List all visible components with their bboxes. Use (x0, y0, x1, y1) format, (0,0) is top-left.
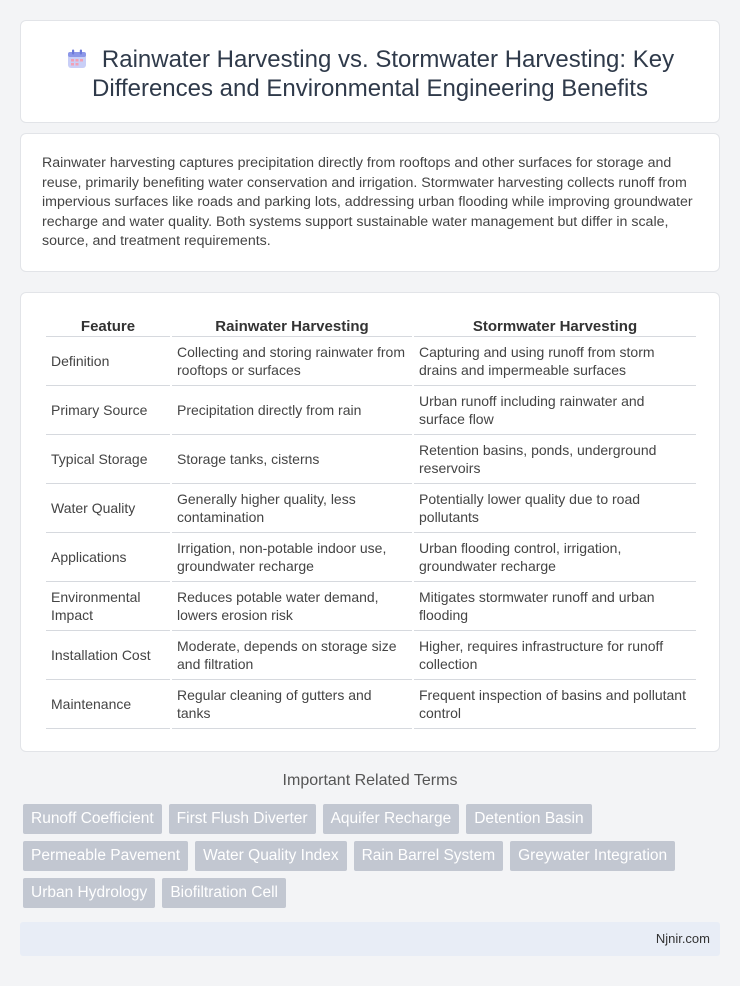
tag-runoff-coefficient[interactable]: Runoff Coefficient (23, 804, 162, 834)
tag-urban-hydrology[interactable]: Urban Hydrology (23, 878, 155, 908)
feature-cell: Definition (46, 337, 170, 386)
tag-biofiltration-cell[interactable]: Biofiltration Cell (162, 878, 286, 908)
stormwater-cell: Mitigates stormwater runoff and urban flooding (414, 582, 696, 631)
rainwater-cell: Reduces potable water demand, lowers erosion risk (172, 582, 412, 631)
page-title (61, 45, 679, 103)
table-header-row (46, 315, 696, 337)
stormwater-cell: Frequent inspection of basins and pollutant control (414, 680, 696, 729)
header-rainwater: Rainwater Harvesting (172, 315, 412, 337)
tag-rain-barrel-system[interactable]: Rain Barrel System (354, 841, 504, 871)
title-text: Rainwater Harvesting vs. Stormwater Harvesting: Key Differences and Environmental Engineering Benefits (92, 46, 675, 102)
tag-aquifer-recharge[interactable]: Aquifer Recharge (323, 804, 460, 834)
rainwater-cell: Generally higher quality, less contamination (172, 484, 412, 533)
feature-cell: Maintenance (46, 680, 170, 729)
related-terms-heading: Important Related Terms (282, 772, 458, 789)
stormwater-cell: Urban runoff including rainwater and surface flow (414, 386, 696, 435)
rainwater-cell: Irrigation, non-potable indoor use, groundwater recharge (172, 533, 412, 582)
table-row (46, 435, 696, 484)
feature-cell: Environmental Impact (46, 582, 170, 631)
related-terms-list (23, 804, 713, 915)
stormwater-cell: Urban flooding control, irrigation, groundwater recharge (414, 533, 696, 582)
stormwater-cell: Capturing and using runoff from storm drains and impermeable surfaces (414, 337, 696, 386)
stormwater-cell: Potentially lower quality due to road pollutants (414, 484, 696, 533)
tag-permeable-pavement[interactable]: Permeable Pavement (23, 841, 188, 871)
feature-cell: Installation Cost (46, 631, 170, 680)
table-row (46, 680, 696, 729)
rainwater-cell: Collecting and storing rainwater from rooftops or surfaces (172, 337, 412, 386)
stormwater-cell: Retention basins, ponds, underground reservoirs (414, 435, 696, 484)
rainwater-cell: Regular cleaning of gutters and tanks (172, 680, 412, 729)
title-card (20, 20, 720, 123)
rainwater-cell: Moderate, depends on storage size and filtration (172, 631, 412, 680)
feature-cell: Typical Storage (46, 435, 170, 484)
footer-site-link[interactable]: Njnir.com (655, 931, 710, 946)
table-row (46, 631, 696, 680)
table-row (46, 337, 696, 386)
summary-text: Rainwater harvesting captures precipitation directly from rooftops and other surfaces for storage and reuse, primarily benefiting water conservation and irrigation. Stormwater harvesting collects runoff from impervious surfaces like roads and parking lots, addressing urban flooding while improving groundwater recharge and water quality. Both systems support sustainable water management but differ in scale, source, and treatment requirements. (42, 155, 693, 250)
tag-detention-basin[interactable]: Detention Basin (466, 804, 591, 834)
comparison-table-card (20, 292, 720, 752)
comparison-table (44, 315, 698, 729)
rainwater-cell: Storage tanks, cisterns (172, 435, 412, 484)
footer (20, 922, 720, 956)
table-row (46, 484, 696, 533)
header-feature: Feature (46, 315, 170, 337)
tag-first-flush-diverter[interactable]: First Flush Diverter (169, 804, 316, 834)
header-stormwater: Stormwater Harvesting (414, 315, 696, 337)
feature-cell: Applications (46, 533, 170, 582)
stormwater-cell: Higher, requires infrastructure for runoff collection (414, 631, 696, 680)
table-row (46, 533, 696, 582)
feature-cell: Water Quality (46, 484, 170, 533)
tag-water-quality-index[interactable]: Water Quality Index (195, 841, 347, 871)
summary-card (20, 133, 720, 272)
calendar-icon (66, 48, 88, 70)
rainwater-cell: Precipitation directly from rain (172, 386, 412, 435)
table-row (46, 582, 696, 631)
table-row (46, 386, 696, 435)
feature-cell: Primary Source (46, 386, 170, 435)
tag-greywater-integration[interactable]: Greywater Integration (510, 841, 675, 871)
